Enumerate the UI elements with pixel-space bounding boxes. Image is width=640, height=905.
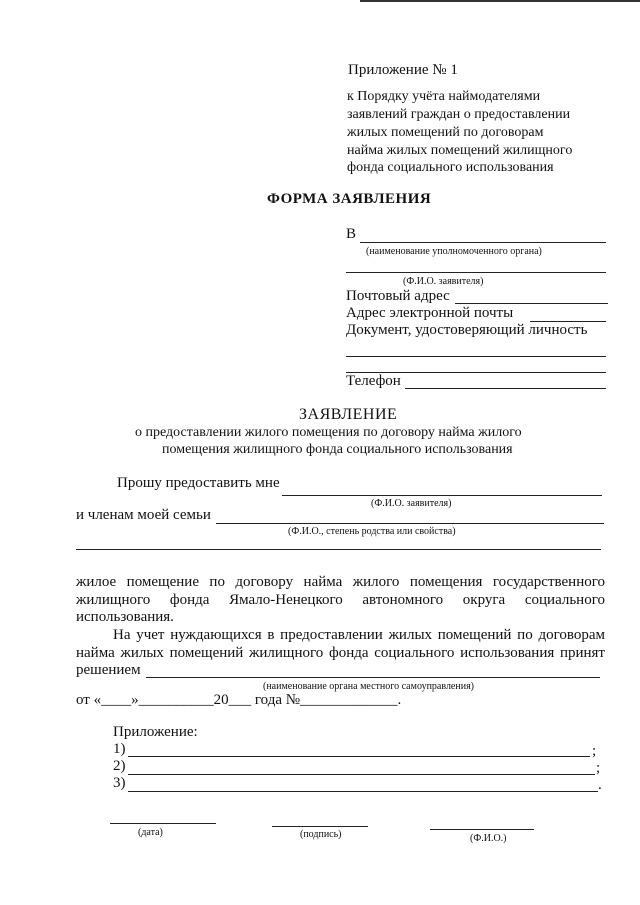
statement-subtitle-1: о предоставлении жилого помещения по договору найма жилого [135, 425, 522, 440]
applicant-blank-line [346, 272, 606, 273]
phone-line [405, 388, 606, 389]
id-document-label: Документ, удостоверяющий личность [346, 322, 588, 338]
authority-caption: (наименование уполномоченного органа) [366, 246, 542, 257]
appendix-line-2: заявлений граждан о предоставлении [347, 107, 571, 122]
attachment-line-1 [128, 756, 590, 757]
attachments-label: Приложение: [113, 724, 198, 740]
attachment-end-3: . [598, 777, 602, 793]
signature-caption: (подпись) [300, 829, 342, 840]
email-label: Адрес электронной почты [346, 305, 514, 321]
scan-top-edge [360, 0, 640, 2]
family-line [216, 523, 604, 524]
date-caption: (дата) [138, 827, 163, 838]
phone-label: Телефон [346, 373, 401, 389]
para1-line-3: использования. [76, 609, 174, 625]
request-label: Прошу предоставить мне [117, 475, 280, 491]
attachment-number-2: 2) [113, 758, 126, 774]
local-authority-caption: (наименование органа местного самоуправления) [263, 681, 475, 692]
decision-date-line: от «____»__________20___ года №_____________. [76, 692, 402, 708]
para2-line-3: решением [76, 662, 141, 678]
request-applicant-caption: (Ф.И.О. заявителя) [371, 498, 452, 509]
attachment-end-2: ; [596, 760, 601, 776]
postal-address-label: Почтовый адрес [346, 288, 450, 304]
id-document-line-1 [346, 356, 606, 357]
attachment-line-3 [128, 791, 598, 792]
applicant-caption: (Ф.И.О. заявителя) [403, 276, 484, 287]
authority-decision-line [146, 677, 600, 678]
para2-line-2: найма жилых помещений жилищного фонда социального использования принят [76, 645, 605, 661]
family-extra-line [76, 549, 601, 550]
request-line [282, 495, 602, 496]
name-caption: (Ф.И.О.) [470, 833, 507, 844]
appendix-line-1: к Порядку учёта наймодателями [347, 89, 541, 104]
signature-line [272, 826, 368, 827]
postal-address-line [455, 303, 608, 304]
statement-title: ЗАЯВЛЕНИЕ [299, 406, 398, 423]
form-title: ФОРМА ЗАЯВЛЕНИЯ [267, 191, 432, 207]
attachment-line-2 [128, 774, 595, 775]
appendix-line-3: жилых помещений по договорам [347, 125, 544, 140]
appendix-line-4: найма жилых помещений жилищного [347, 143, 573, 158]
attachment-number-3: 3) [113, 775, 126, 791]
para1-line-1: жилое помещение по договору найма жилого помещения государственного [76, 574, 605, 590]
attachment-number-1: 1) [113, 741, 126, 757]
family-caption: (Ф.И.О., степень родства или свойства) [288, 526, 456, 537]
attachment-end-1: ; [592, 743, 597, 759]
family-label: и членам моей семьи [76, 507, 211, 523]
name-signature-line [430, 829, 534, 830]
appendix-number: Приложение № 1 [348, 62, 458, 78]
para1-line-2: жилищного фонда Ямало-Ненецкого автономного округа социального [76, 592, 605, 608]
para2-line-1: На учет нуждающихся в предоставлении жилых помещений по договорам [113, 627, 605, 643]
date-signature-line [110, 823, 216, 824]
appendix-line-5: фонда социального использования [347, 160, 554, 175]
addressee-to-prefix: В [346, 226, 357, 242]
authority-blank-line [360, 242, 606, 243]
statement-subtitle-2: помещения жилищного фонда социального использования [162, 442, 513, 457]
